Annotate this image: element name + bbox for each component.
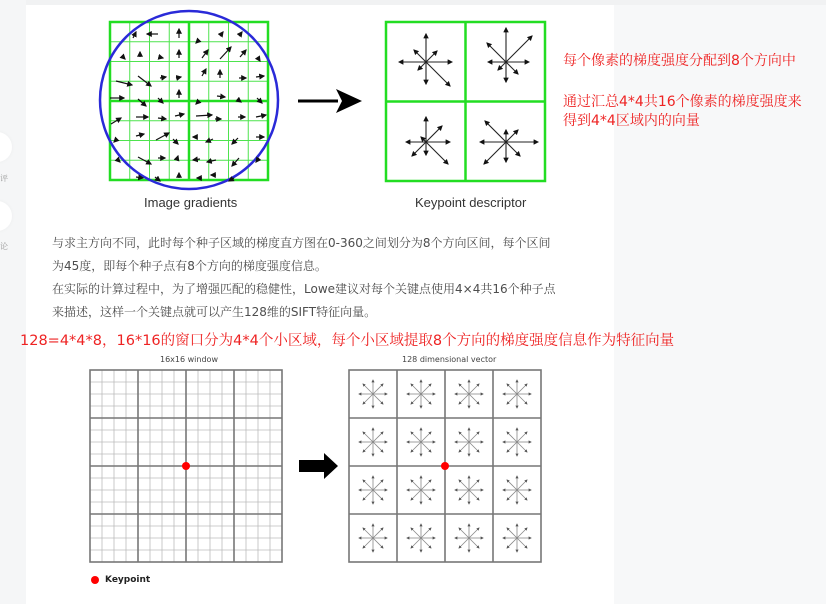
- image-gradients-figure: [96, 8, 286, 198]
- rail-label-2: 论: [0, 242, 8, 251]
- keypoint-legend-label: Keypoint: [105, 575, 151, 585]
- highlight-note: 128=4*4*8，16*16的窗口分为4*4个小区域，每个小区域提取8个方向的梯度强度信息作为特征向量: [20, 333, 675, 349]
- paragraph-line-1: 与求主方向不同，此时每个种子区域的梯度直方图在0-360之间划分为8个方向区间，每个区间: [52, 236, 551, 250]
- keypoint-descriptor-caption: Keypoint descriptor: [415, 195, 527, 210]
- transform-arrow-icon: [296, 86, 366, 116]
- left-rail: [0, 0, 26, 604]
- keypoint-dot-2: [441, 462, 449, 470]
- keypoint-legend-dot-icon: [91, 576, 99, 584]
- orientation-histograms: [399, 28, 538, 164]
- keypoint-descriptor-figure: [384, 20, 548, 184]
- note-line-2: 通过汇总4*4共16个像素的梯度强度来: [563, 94, 802, 110]
- transform-arrow-2-icon: [298, 452, 340, 480]
- note-line-1: 每个像素的梯度强度分配到8个方向中: [563, 53, 796, 69]
- paragraph-line-3: 在实际的计算过程中，为了增强匹配的稳健性，Lowe建议对每个关键点使用4×4共16个种子点: [52, 282, 556, 296]
- share-button[interactable]: [0, 201, 12, 231]
- descriptor-vector-grid: [347, 368, 545, 566]
- paragraph-line-2: 为45度，即每个种子点有8个方向的梯度强度信息。: [52, 259, 327, 273]
- note-line-3: 得到4*4区域内的向量: [563, 113, 700, 129]
- keypoint-dot: [182, 462, 190, 470]
- comment-button[interactable]: [0, 132, 12, 162]
- sixteen-window-grid: [88, 368, 286, 566]
- window-caption: 16x16 window: [160, 355, 218, 364]
- rail-label-1: 评: [0, 174, 8, 183]
- image-gradients-caption: Image gradients: [144, 195, 238, 210]
- paragraph-line-4: 来描述，这样一个关键点就可以产生128维的SIFT特征向量。: [52, 305, 377, 319]
- vector-caption: 128 dimensional vector: [402, 355, 497, 364]
- keypoint-legend: [91, 575, 150, 585]
- gradient-grid: [110, 22, 268, 180]
